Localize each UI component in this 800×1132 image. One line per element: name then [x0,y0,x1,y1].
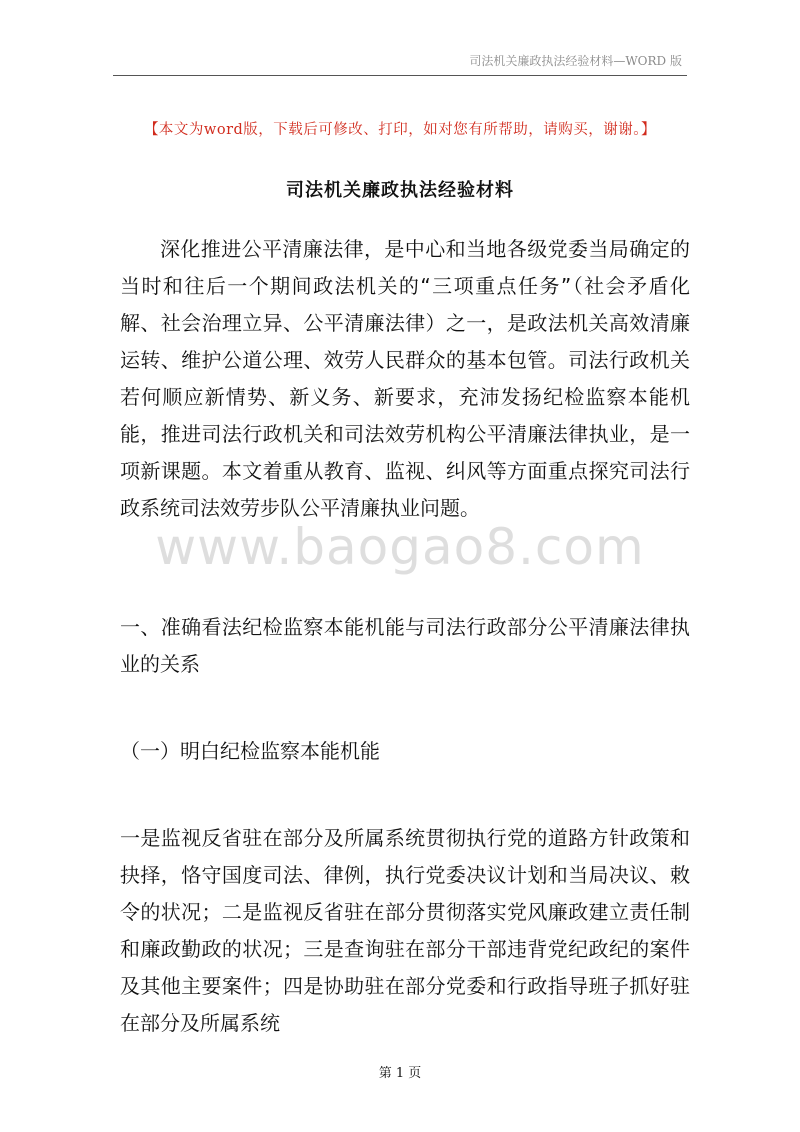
subsection-heading-1: （一）明白纪检监察本能机能 [120,739,380,763]
running-header: 司法机关廉政执法经验材料—WORD 版 [469,54,682,68]
header-divider [113,75,687,76]
page-number: 第 1 页 [378,1066,422,1081]
intro-paragraph: 深化推进公平清廉法律，是中心和当地各级党委当局确定的当时和往后一个期间政法机关的“三项重点任务”（社会矛盾化解、社会治理立异、公平清廉法律）之一，是政法机关高效清廉运转、维护公道公理、效劳人民群众的基本包管。司法行政机关若何顺应新情势、新义务、新要求，充沛发扬纪检监察本能机能，推进司法行政机关和司法效劳机构公平清廉法律执业，是一项新课题。本文着重从教育、监视、纠风等方面重点探究司法行政系统司法效劳步队公平清廉执业问题。 [120,237,690,520]
document-title: 司法机关廉政执法经验材料 [286,180,514,201]
watermark: www.baogao8.com [155,518,645,576]
purchase-notice: 【本文为word版，下载后可修改、打印，如对您有所帮助，请购买，谢谢。】 [143,122,657,138]
section-heading-1: 一、准确看法纪检监察本能机能与司法行政部分公平清廉法律执业的关系 [120,615,690,676]
body-paragraph-1: 一是监视反省驻在部分及所属系统贯彻执行党的道路方针政策和抉择，恪守国度司法、律例，执行党委决议计划和当局决议、敕令的状况；二是监视反省驻在部分贯彻落实党风廉政建立责任制和廉政勤政的状况；三是查询驻在部分干部违背党纪政纪的案件及其他主要案件；四是协助驻在部分党委和行政指导班子抓好驻在部分及所属系统 [120,826,690,1035]
